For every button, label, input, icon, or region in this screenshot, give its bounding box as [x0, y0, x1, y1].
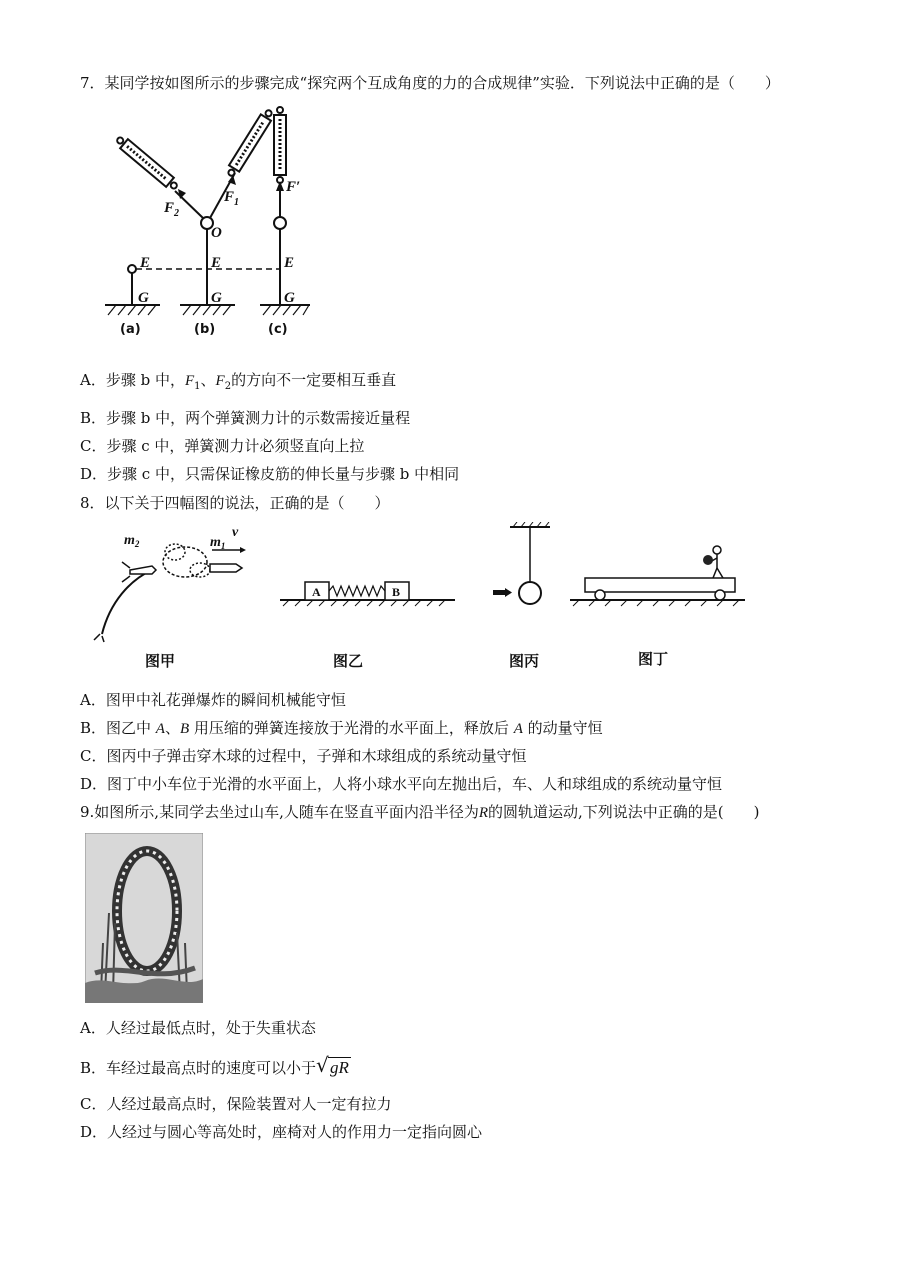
label-m1: $m_1$: [210, 535, 226, 551]
label-E-b: E: [211, 255, 222, 271]
label-v: v: [232, 525, 239, 540]
caption-b: (b): [194, 322, 216, 337]
spring-scale-F2: [114, 134, 180, 192]
label-B: B: [392, 585, 401, 599]
spring-scale-Fprime: [274, 107, 286, 183]
q9-option-a: A．人经过最低点时，处于失重状态: [80, 1019, 316, 1037]
label-m2: $m_2$: [124, 533, 140, 549]
q9-figure-roller-coaster-photo: [85, 833, 203, 1003]
label-E-a: E: [140, 255, 151, 271]
label-G-c: G: [284, 290, 295, 306]
q8-option-b: B．图乙中 A、B 用压缩的弹簧连接放于光滑的水平面上，释放后 A 的动量守恒: [80, 719, 603, 737]
q9-option-b: B．车经过最高点时的速度可以小于 √ gR: [80, 1053, 349, 1077]
q7-stem: 7．某同学按如图所示的步骤完成“探究两个互成角度的力的合成规律”实验．下列说法中正确的是（ ）: [80, 74, 780, 92]
q8-option-a: A．图甲中礼花弹爆炸的瞬间机械能守恒: [80, 691, 346, 709]
q7-option-b: B．步骤 b 中，两个弹簧测力计的示数需接近量程: [80, 409, 411, 427]
label-F1: $F_1$: [224, 189, 240, 208]
q8-option-d: D．图丁中小车位于光滑的水平面上，人将小球水平向左抛出后，车、人和球组成的系统动量守恒: [80, 775, 723, 793]
caption-yi: 图乙: [333, 652, 364, 670]
label-G-b: G: [211, 290, 222, 306]
label-Fprime: F′: [286, 179, 301, 195]
caption-jia: 图甲: [145, 652, 176, 670]
caption-a: (a): [120, 322, 141, 337]
q7-option-d: D．步骤 c 中，只需保证橡皮筋的伸长量与步骤 b 中相同: [80, 465, 460, 483]
q8-figure-jia-firework: [90, 522, 260, 647]
ball: [703, 555, 713, 565]
label-E-c: E: [284, 255, 295, 271]
q8-figure-yi-spring-blocks: [275, 570, 460, 610]
q8-figure-ding-cart: [565, 540, 750, 610]
q8-stem: 8．以下关于四幅图的说法，正确的是（ ）: [80, 494, 390, 512]
sqrt-gR: √ gR: [316, 1053, 349, 1077]
q7-figure-spring-scale-experiment: [100, 105, 320, 345]
label-A: A: [312, 585, 321, 599]
q9-option-d: D．人经过与圆心等高处时，座椅对人的作用力一定指向圆心: [80, 1123, 483, 1141]
spring-scale-F1: [225, 108, 275, 179]
caption-bing: 图丙: [509, 652, 540, 670]
spring: [329, 586, 385, 596]
q8-option-c: C．图丙中子弹击穿木球的过程中，子弹和木球组成的系统动量守恒: [80, 747, 527, 765]
label-G-a: G: [138, 290, 149, 306]
caption-ding: 图丁: [638, 650, 669, 668]
q7-option-c: C．步骤 c 中，弹簧测力计必须竖直向上拉: [80, 437, 365, 455]
label-O: O: [211, 225, 222, 241]
q7-option-a: A．步骤 b 中，$F_1$、$F_2$的方向不一定要相互垂直: [80, 371, 397, 392]
caption-c: (c): [268, 322, 288, 337]
q9-stem: 9.如图所示,某同学去坐过山车,人随车在竖直平面内沿半径为R的圆轨道运动,下列说法中正确的是( ): [80, 803, 760, 821]
label-F2: $F_2$: [164, 200, 180, 219]
bullet: [493, 590, 505, 595]
q9-option-c: C．人经过最高点时，保险装置对人一定有拉力: [80, 1095, 392, 1113]
cart-body: [585, 578, 735, 592]
wood-ball: [519, 582, 541, 604]
q8-figure-bing-pendulum: [485, 522, 555, 612]
